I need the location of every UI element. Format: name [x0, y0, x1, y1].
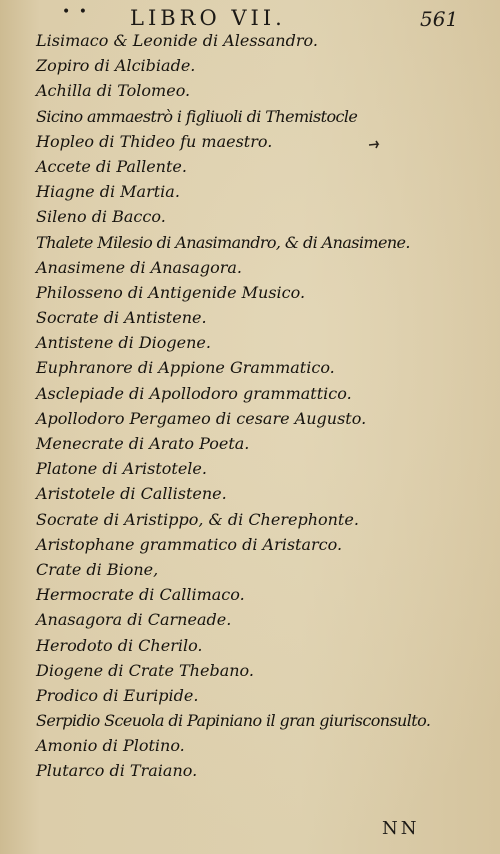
- text-line: Socrate di Antistene.: [36, 308, 207, 328]
- text-line: Herodoto di Cherilo.: [36, 635, 203, 655]
- text-line: Accete di Pallente.: [36, 156, 187, 176]
- header-ornament: • •: [62, 4, 89, 20]
- text-line: Sileno di Bacco.: [36, 207, 166, 227]
- text-line: Aristotele di Callistene.: [36, 484, 227, 504]
- text-line: Apollodoro Pergameo di cesare Augusto.: [36, 408, 367, 428]
- text-line: Achilla di Tolomeo.: [36, 81, 191, 101]
- text-line: Amonio di Plotino.: [36, 736, 185, 756]
- text-line: Aristophane grammatico di Aristarco.: [36, 534, 343, 554]
- signature-mark: NN: [382, 818, 420, 839]
- text-block: [36, 28, 486, 784]
- text-line: Diogene di Crate Thebano.: [36, 660, 254, 680]
- text-line: Socrate di Aristippo, & di Cherephonte.: [36, 509, 359, 529]
- text-line: Menecrate di Arato Poeta.: [36, 434, 250, 453]
- ink-mark-icon: [368, 140, 382, 150]
- text-line: Serpidio Sceuola di Papiniano il gran giurisconsulto.: [36, 711, 431, 731]
- text-line: Hopleo di Thideo fu maestro.: [36, 131, 273, 151]
- text-line: Sicino ammaestrò i figliuoli di Themistocle: [36, 106, 358, 126]
- page-number: 561: [420, 7, 459, 31]
- running-header: [0, 4, 500, 30]
- text-line: Antistene di Diogene.: [36, 333, 211, 353]
- text-line: Anasimene di Anasagora.: [36, 257, 242, 277]
- text-line: Asclepiade di Apollodoro grammattico.: [36, 383, 352, 403]
- running-title: LIBRO VII.: [130, 6, 286, 30]
- text-line: Plutarco di Traiano.: [36, 761, 198, 781]
- text-line: Lisimaco & Leonide di Alessandro.: [36, 31, 318, 50]
- text-line: Zopiro di Alcibiade.: [36, 56, 196, 76]
- text-line: Hiagne di Martia.: [36, 182, 180, 202]
- text-line: Hermocrate di Callimaco.: [36, 585, 245, 605]
- text-line: Philosseno di Antigenide Musico.: [36, 282, 306, 302]
- text-line: Anasagora di Carneade.: [36, 610, 232, 630]
- text-line: Crate di Bione,: [36, 559, 159, 579]
- text-line: Platone di Aristotele.: [36, 459, 207, 479]
- text-line: Prodico di Euripide.: [36, 685, 199, 705]
- text-line: Thalete Milesio di Anasimandro, & di Anasimene.: [36, 232, 410, 252]
- text-line: Euphranore di Appione Grammatico.: [36, 358, 335, 378]
